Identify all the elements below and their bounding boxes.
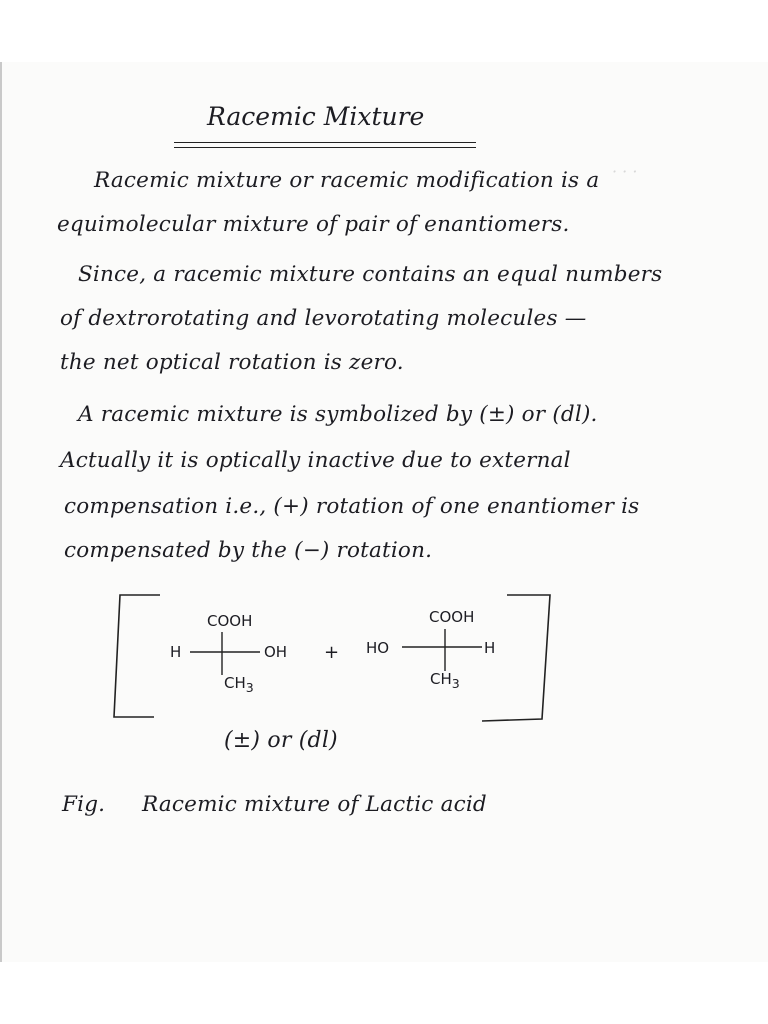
plus-sign: + [324,642,340,663]
text-line-4: of dextrorotating and levorotating molecules — [60,306,587,331]
right-molecule-right-group: H [484,639,496,657]
left-molecule-left-group: H [170,643,182,661]
text-line-7: Actually it is optically inactive due to external [60,448,571,473]
bleed-through: · · · [612,162,638,181]
left-molecule-right-group: OH [264,643,288,661]
text-line-5: the net optical rotation is zero. [60,350,404,375]
page-title: Racemic Mixture [207,102,425,131]
text-line-9: compensated by the (−) rotation. [64,538,433,563]
title-underline [174,142,476,143]
right-molecule-bottom-group: $CH_3$ [430,670,460,691]
figure-caption-text: Racemic mixture of Lactic acid [142,792,487,817]
figure-caption-label: Fig. [62,792,106,817]
subscript-digit: 3 [451,676,460,691]
text-line-2: equimolecular mixture of pair of enantiomers. [57,212,570,237]
notebook-page [0,62,768,962]
text-line-3: Since, a racemic mixture contains an equal numbers [78,262,663,287]
text-line-8: compensation i.e., (+) rotation of one enantiomer is [64,494,640,519]
text-line-6: A racemic mixture is symbolized by (±) or (dl). [78,402,598,427]
right-molecule-top-group: COOH [429,608,475,626]
right-molecule-left-group: HO [366,639,390,657]
title-underline-second [174,147,476,148]
left-molecule-top-group: COOH [207,612,253,630]
text-line-1: Racemic mixture or racemic modification is a [94,168,600,193]
racemic-notation: (±) or (dl) [224,728,338,753]
subscript-digit: 3 [245,680,254,695]
left-molecule-bottom-group: $CH_3$ [224,674,254,695]
